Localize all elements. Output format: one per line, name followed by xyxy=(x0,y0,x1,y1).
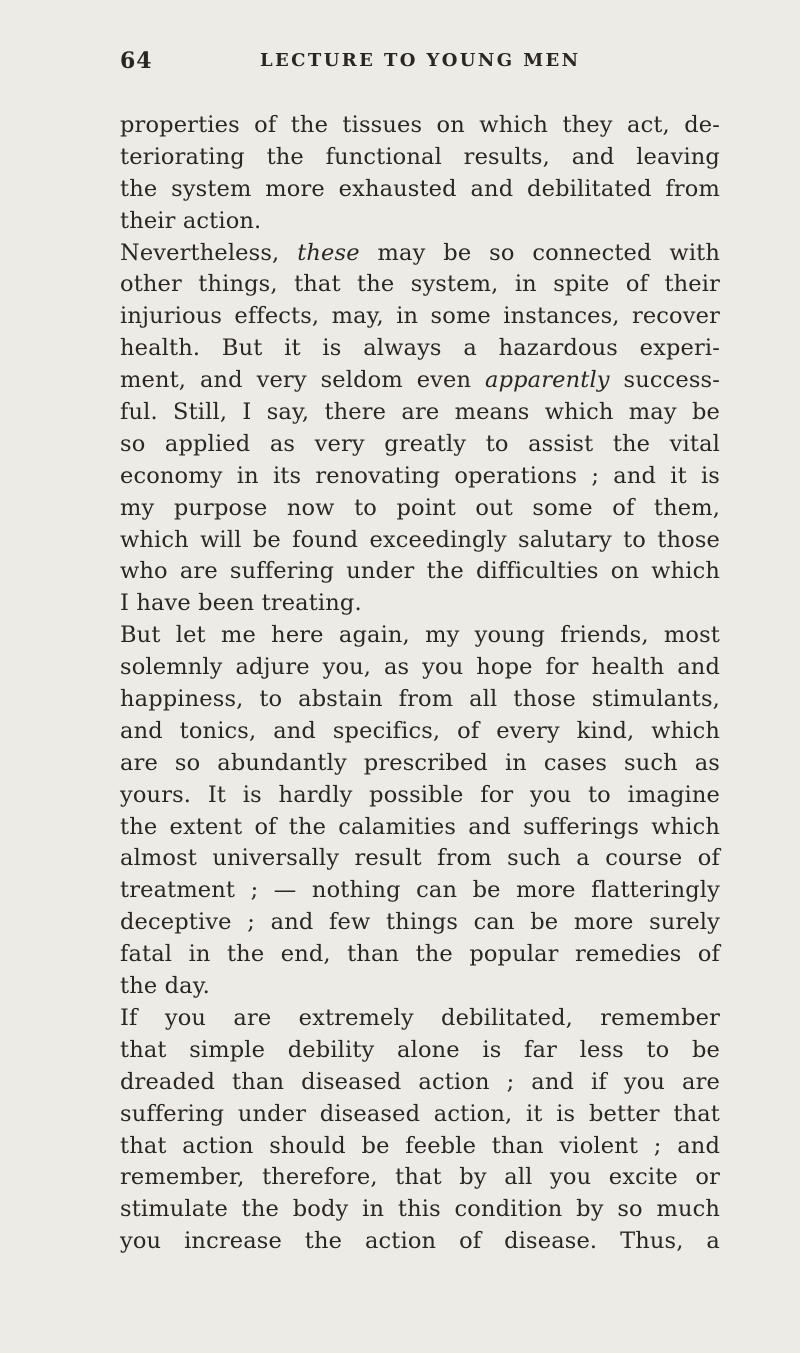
text-segment: injurious effects, may, in some instances, recover xyxy=(120,303,720,330)
italic-word: these xyxy=(297,239,360,266)
page-header xyxy=(120,48,710,78)
text-line xyxy=(120,174,720,206)
text-segment: health. But it is always a hazardous experi- xyxy=(120,335,720,362)
text-line xyxy=(120,238,720,270)
text-line xyxy=(120,620,720,652)
text-line xyxy=(120,461,720,493)
text-segment: are so abundantly prescribed in cases such as xyxy=(120,749,720,776)
text-line xyxy=(120,301,720,333)
text-line xyxy=(120,333,720,365)
text-line xyxy=(120,939,720,971)
text-segment: suffering under diseased action, it is better that xyxy=(120,1100,720,1127)
text-segment: may be so connected with xyxy=(359,239,720,266)
text-line xyxy=(120,843,720,875)
text-line xyxy=(120,206,720,238)
text-line xyxy=(120,1003,720,1035)
text-segment: happiness, to abstain from all those stimulants, xyxy=(120,686,720,713)
text-segment: But let me here again, my young friends, most xyxy=(120,622,720,649)
text-segment: the extent of the calamities and sufferings which xyxy=(120,813,720,840)
running-head: LECTURE TO YOUNG MEN xyxy=(260,50,581,71)
text-line xyxy=(120,556,720,588)
text-segment: the day. xyxy=(120,973,210,1000)
text-segment: fatal in the end, than the popular remedies of xyxy=(120,941,720,968)
text-segment: so applied as very greatly to assist the vital xyxy=(120,430,720,457)
text-line xyxy=(120,1162,720,1194)
text-segment: you increase the action of disease. Thus, a xyxy=(120,1228,720,1255)
text-line xyxy=(120,875,720,907)
text-line xyxy=(120,1067,720,1099)
body-text xyxy=(120,110,720,1258)
text-line xyxy=(120,1226,720,1258)
text-segment: solemnly adjure you, as you hope for health and xyxy=(120,654,720,681)
text-line xyxy=(120,1131,720,1163)
text-segment: other things, that the system, in spite of their xyxy=(120,271,720,298)
text-line xyxy=(120,716,720,748)
text-segment: that simple debility alone is far less to be xyxy=(120,1036,720,1063)
text-segment: properties of the tissues on which they act, de- xyxy=(120,112,720,138)
text-segment: treatment ; — nothing can be more flatteringly xyxy=(120,877,720,904)
text-segment: the system more exhausted and debilitated from xyxy=(120,175,720,202)
text-segment: success- xyxy=(609,367,721,394)
text-line xyxy=(120,588,720,620)
text-segment: who are suffering under the difficulties on which xyxy=(120,558,720,585)
text-line xyxy=(120,493,720,525)
page-number: 64 xyxy=(120,48,153,74)
text-segment: economy in its renovating operations ; and it is xyxy=(120,462,720,489)
text-segment: almost universally result from such a course of xyxy=(120,845,720,872)
text-line xyxy=(120,365,720,397)
text-segment: and tonics, and specifics, of every kind, which xyxy=(120,717,720,744)
text-segment: remember, therefore, that by all you excite or xyxy=(120,1164,720,1191)
text-segment: yours. It is hardly possible for you to imagine xyxy=(120,781,720,808)
text-line xyxy=(120,684,720,716)
text-line xyxy=(120,1099,720,1131)
text-segment: ment, and very seldom even xyxy=(120,367,486,394)
text-segment: If you are extremely debilitated, remember xyxy=(120,1004,720,1031)
text-segment: ful. Still, I say, there are means which may be xyxy=(120,399,720,426)
text-segment: that action should be feeble than violent ; and xyxy=(120,1132,720,1159)
italic-word: apparently xyxy=(485,367,610,394)
text-line xyxy=(120,971,720,1003)
text-line xyxy=(120,110,720,142)
text-line xyxy=(120,907,720,939)
text-segment: teriorating the functional results, and leaving xyxy=(120,143,720,170)
text-line xyxy=(120,1035,720,1067)
text-line xyxy=(120,812,720,844)
text-line xyxy=(120,397,720,429)
text-segment: their action. xyxy=(120,207,262,234)
text-line xyxy=(120,780,720,812)
text-line xyxy=(120,269,720,301)
text-line xyxy=(120,1194,720,1226)
text-line xyxy=(120,429,720,461)
text-segment: deceptive ; and few things can be more surely xyxy=(120,909,720,936)
text-segment: dreaded than diseased action ; and if you are xyxy=(120,1068,720,1095)
text-segment: I have been treating. xyxy=(120,590,362,617)
text-line xyxy=(120,142,720,174)
text-segment: stimulate the body in this condition by so much xyxy=(120,1196,720,1223)
text-segment: my purpose now to point out some of them, xyxy=(120,494,720,521)
text-line xyxy=(120,748,720,780)
text-line xyxy=(120,525,720,557)
text-segment: which will be found exceedingly salutary to those xyxy=(120,526,720,553)
text-segment: Nevertheless, xyxy=(120,239,298,266)
text-line xyxy=(120,652,720,684)
